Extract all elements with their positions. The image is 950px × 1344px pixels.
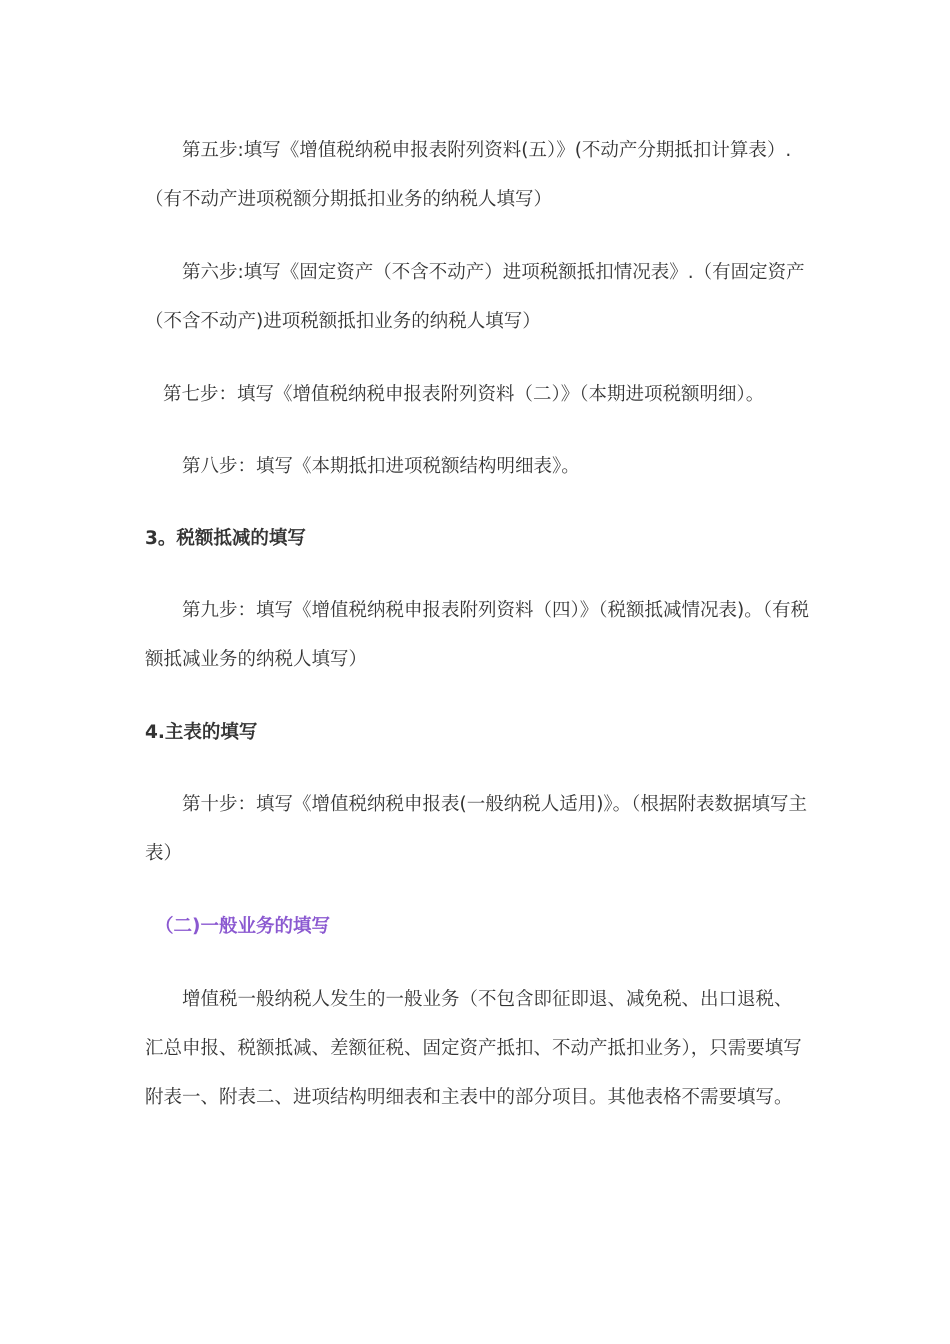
heading-tax-deduction: 3。税额抵减的填写 xyxy=(145,528,306,549)
general-business-paragraph: 增值税一般纳税人发生的一般业务（不包含即征即退、减免税、出口退税、汇总申报、税额抵减、差额征税、固定资产抵扣、不动产抵扣业务），只需要填写附表一、附表二、进项结构明细表和主表中的部分项目。其他表格不需要填写。 xyxy=(145,989,802,1108)
step5-paragraph: 第五步:填写《增值税纳税申报表附列资料(五）》(不动产分期抵扣计算表）.（有不动产进项税额分期抵扣业务的纳税人填写） xyxy=(145,140,792,210)
step10-paragraph: 第十步：填写《增值税纳税申报表(一般纳税人适用)》。（根据附表数据填写主表） xyxy=(145,794,807,864)
step7-paragraph: 第七步：填写《增值税纳税申报表附列资料（二）》（本期进项税额明细）。 xyxy=(163,384,765,405)
step9-paragraph: 第九步：填写《增值税纳税申报表附列资料（四）》（税额抵减情况表)。（有税额抵减业务的纳税人填写） xyxy=(145,600,809,670)
step6-paragraph: 第六步:填写《固定资产（不含不动产）进项税额抵扣情况表》.（有固定资产（不含不动产)进项税额抵扣业务的纳税人填写） xyxy=(145,262,805,332)
heading-main-table: 4.主表的填写 xyxy=(145,722,258,743)
step8-paragraph: 第八步：填写《本期抵扣进项税额结构明细表》。 xyxy=(182,456,580,477)
section-heading-general-business: （二)一般业务的填写 xyxy=(155,916,330,937)
